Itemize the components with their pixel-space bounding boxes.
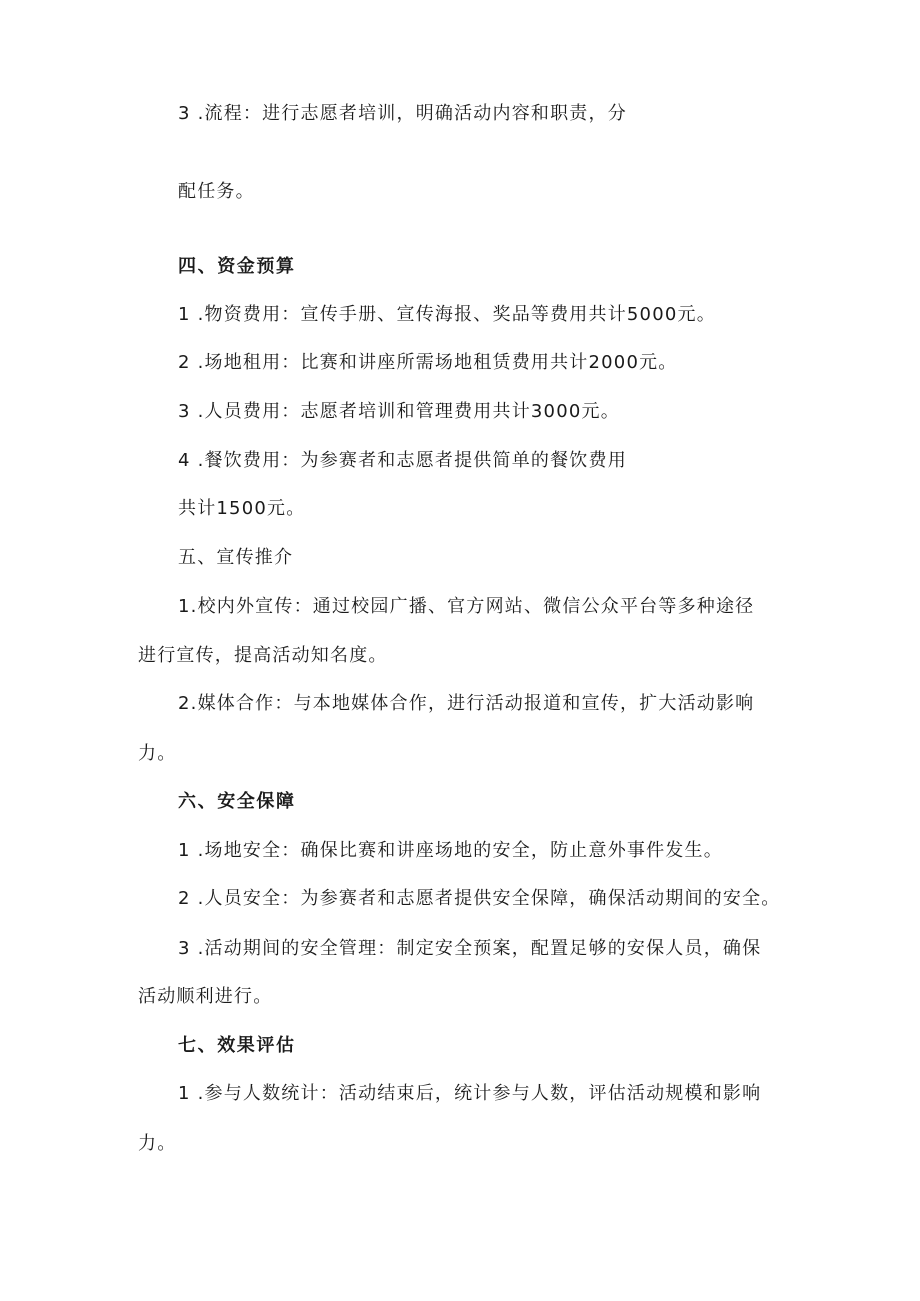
promotion-item-campus-line-2: 进行宣传，提高活动知名度。 bbox=[138, 645, 388, 666]
safety-item-management-line-1: 3 .活动期间的安全管理：制定安全预案，配置足够的安保人员，确保 bbox=[178, 938, 762, 959]
budget-item-catering-line-1: 4 .餐饮费用：为参赛者和志愿者提供简单的餐饮费用 bbox=[178, 450, 627, 471]
safety-item-management-line-2: 活动顺利进行。 bbox=[138, 986, 273, 1007]
safety-item-venue: 1 .场地安全：确保比赛和讲座场地的安全，防止意外事件发生。 bbox=[178, 840, 723, 861]
paragraph-process-line-2: 配任务。 bbox=[178, 181, 255, 202]
budget-item-materials: 1 .物资费用：宣传手册、宣传海报、奖品等费用共计5000元。 bbox=[178, 304, 716, 325]
section-heading-safety: 六、安全保障 bbox=[178, 791, 296, 812]
budget-item-personnel: 3 .人员费用：志愿者培训和管理费用共计3000元。 bbox=[178, 401, 620, 422]
paragraph-process-line-1: 3 .流程：进行志愿者培训，明确活动内容和职责，分 bbox=[178, 103, 627, 124]
budget-item-catering-line-2: 共计1500元。 bbox=[178, 498, 306, 519]
evaluation-item-participants-line-2: 力。 bbox=[138, 1133, 177, 1154]
budget-item-venue: 2 .场地租用：比赛和讲座所需场地租赁费用共计2000元。 bbox=[178, 352, 678, 373]
promotion-item-media-line-1: 2.媒体合作：与本地媒体合作，进行活动报道和宣传，扩大活动影响 bbox=[178, 693, 755, 714]
safety-item-personnel: 2 .人员安全：为参赛者和志愿者提供安全保障，确保活动期间的安全。 bbox=[178, 888, 781, 909]
section-heading-promotion: 五、宣传推介 bbox=[178, 547, 294, 568]
promotion-item-campus-line-1: 1.校内外宣传：通过校园广播、官方网站、微信公众平台等多种途径 bbox=[178, 596, 755, 617]
section-heading-budget: 四、资金预算 bbox=[178, 256, 296, 277]
section-heading-evaluation: 七、效果评估 bbox=[178, 1035, 296, 1056]
promotion-item-media-line-2: 力。 bbox=[138, 743, 177, 764]
evaluation-item-participants-line-1: 1 .参与人数统计：活动结束后，统计参与人数，评估活动规模和影响 bbox=[178, 1083, 762, 1104]
